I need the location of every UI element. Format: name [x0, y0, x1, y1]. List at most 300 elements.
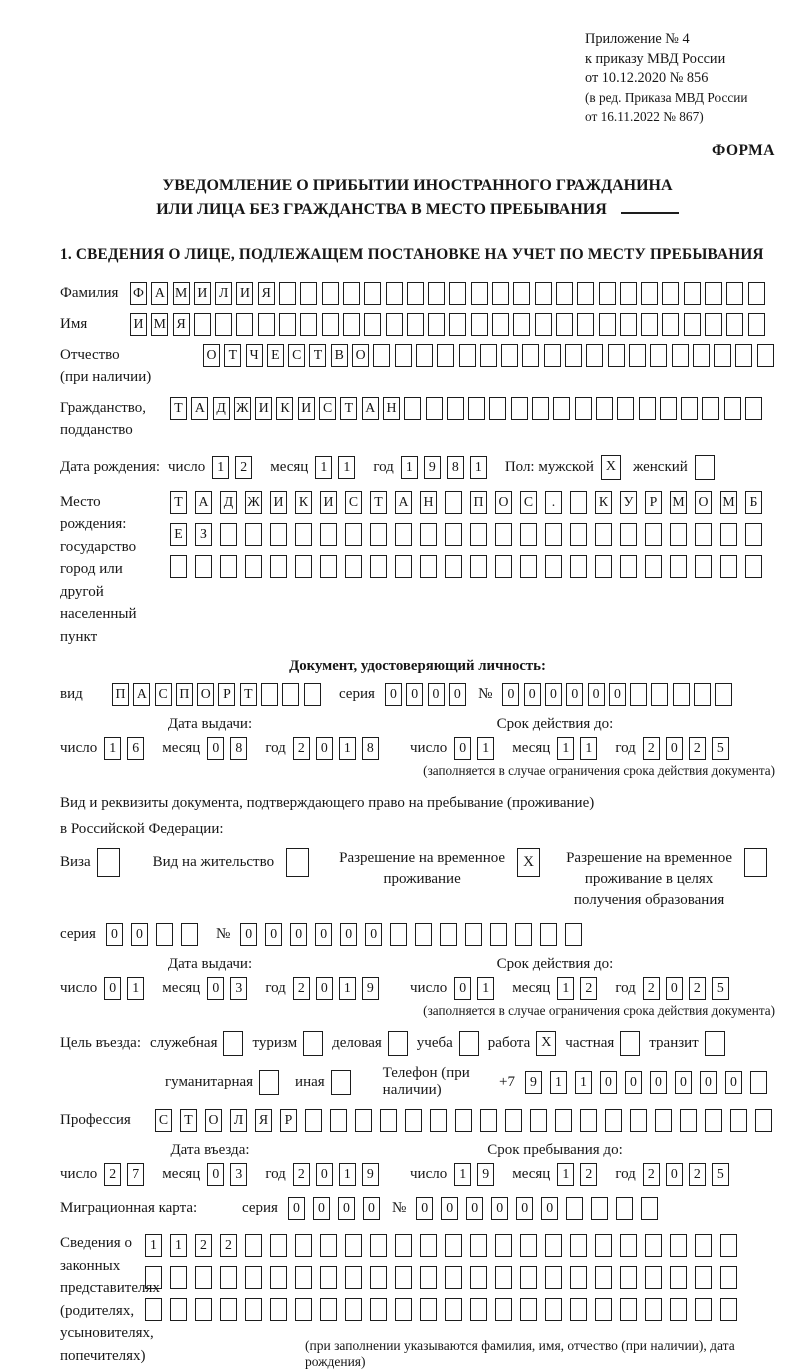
char-box[interactable] — [730, 1109, 747, 1132]
char-box[interactable]: 1 — [145, 1234, 162, 1257]
char-box[interactable] — [395, 1298, 412, 1321]
year-box[interactable]: 5 — [712, 1163, 729, 1186]
char-box[interactable] — [420, 555, 437, 578]
char-box[interactable]: Е — [170, 523, 187, 546]
purpose-study-checkbox[interactable] — [459, 1031, 479, 1056]
char-box[interactable] — [726, 282, 743, 305]
sex-female-checkbox[interactable] — [695, 455, 715, 480]
char-box[interactable] — [261, 683, 278, 706]
char-box[interactable] — [520, 523, 537, 546]
char-box[interactable] — [380, 1109, 397, 1132]
char-box[interactable] — [304, 683, 321, 706]
char-box[interactable]: 0 — [466, 1197, 483, 1220]
year-box[interactable]: 2 — [293, 1163, 310, 1186]
char-box[interactable] — [355, 1109, 372, 1132]
char-box[interactable]: Ч — [246, 344, 263, 367]
char-box[interactable] — [320, 1298, 337, 1321]
char-box[interactable] — [195, 1298, 212, 1321]
char-box[interactable] — [447, 397, 464, 420]
char-box[interactable] — [236, 313, 253, 336]
char-box[interactable] — [490, 923, 507, 946]
char-box[interactable] — [445, 1298, 462, 1321]
char-box[interactable]: Ж — [245, 491, 262, 514]
char-box[interactable] — [492, 313, 509, 336]
char-box[interactable]: Т — [180, 1109, 197, 1132]
month-box[interactable]: 1 — [557, 977, 574, 1000]
char-box[interactable] — [695, 555, 712, 578]
char-box[interactable] — [645, 523, 662, 546]
char-box[interactable]: Н — [383, 397, 400, 420]
year-box[interactable]: 2 — [689, 1163, 706, 1186]
day-box[interactable]: 0 — [454, 977, 471, 1000]
char-box[interactable] — [445, 1234, 462, 1257]
char-box[interactable] — [532, 397, 549, 420]
char-box[interactable] — [570, 1298, 587, 1321]
char-box[interactable] — [620, 313, 637, 336]
day-box[interactable]: 7 — [127, 1163, 144, 1186]
char-box[interactable] — [720, 1266, 737, 1289]
char-box[interactable] — [386, 313, 403, 336]
char-box[interactable] — [220, 1298, 237, 1321]
char-box[interactable] — [672, 344, 689, 367]
char-box[interactable]: 0 — [106, 923, 123, 946]
char-box[interactable]: Т — [224, 344, 241, 367]
char-box[interactable] — [445, 491, 462, 514]
char-box[interactable]: 0 — [441, 1197, 458, 1220]
year-box[interactable]: 0 — [316, 737, 333, 760]
month-box[interactable]: 8 — [230, 737, 247, 760]
char-box[interactable]: С — [319, 397, 336, 420]
char-box[interactable] — [245, 555, 262, 578]
purpose-humanitarian-checkbox[interactable] — [259, 1070, 279, 1095]
char-box[interactable] — [720, 1234, 737, 1257]
day-box[interactable]: 1 — [454, 1163, 471, 1186]
char-box[interactable]: И — [255, 397, 272, 420]
char-box[interactable] — [720, 555, 737, 578]
purpose-official-checkbox[interactable] — [223, 1031, 243, 1056]
char-box[interactable]: 0 — [566, 683, 583, 706]
char-box[interactable] — [715, 683, 732, 706]
char-box[interactable]: О — [695, 491, 712, 514]
char-box[interactable] — [245, 1298, 262, 1321]
char-box[interactable] — [495, 1266, 512, 1289]
char-box[interactable]: 0 — [675, 1071, 692, 1094]
char-box[interactable]: 0 — [625, 1071, 642, 1094]
char-box[interactable]: Р — [280, 1109, 297, 1132]
year-box[interactable]: 1 — [339, 737, 356, 760]
char-box[interactable] — [520, 1234, 537, 1257]
char-box[interactable]: 0 — [650, 1071, 667, 1094]
char-box[interactable] — [470, 555, 487, 578]
day-box[interactable]: 9 — [477, 1163, 494, 1186]
char-box[interactable] — [595, 1298, 612, 1321]
year-box[interactable]: 2 — [293, 977, 310, 1000]
char-box[interactable] — [194, 313, 211, 336]
char-box[interactable]: М — [151, 313, 168, 336]
char-box[interactable]: М — [720, 491, 737, 514]
char-box[interactable] — [420, 1266, 437, 1289]
year-box[interactable]: 0 — [666, 977, 683, 1000]
char-box[interactable] — [520, 555, 537, 578]
char-box[interactable] — [395, 523, 412, 546]
char-box[interactable] — [495, 555, 512, 578]
char-box[interactable] — [492, 282, 509, 305]
char-box[interactable]: 0 — [313, 1197, 330, 1220]
char-box[interactable]: Е — [267, 344, 284, 367]
char-box[interactable] — [748, 313, 765, 336]
year-box[interactable]: 5 — [712, 737, 729, 760]
char-box[interactable] — [616, 1197, 633, 1220]
char-box[interactable]: О — [352, 344, 369, 367]
char-box[interactable] — [651, 683, 668, 706]
char-box[interactable] — [156, 923, 173, 946]
char-box[interactable] — [395, 344, 412, 367]
year-box[interactable]: 1 — [339, 1163, 356, 1186]
char-box[interactable] — [720, 523, 737, 546]
char-box[interactable]: М — [173, 282, 190, 305]
char-box[interactable] — [755, 1109, 772, 1132]
month-box[interactable]: 2 — [580, 1163, 597, 1186]
char-box[interactable]: Д — [213, 397, 230, 420]
year-box[interactable]: 2 — [689, 737, 706, 760]
char-box[interactable] — [345, 1298, 362, 1321]
char-box[interactable] — [245, 1266, 262, 1289]
char-box[interactable] — [570, 1266, 587, 1289]
char-box[interactable] — [395, 555, 412, 578]
char-box[interactable]: 0 — [588, 683, 605, 706]
char-box[interactable] — [670, 1234, 687, 1257]
char-box[interactable] — [645, 555, 662, 578]
char-box[interactable]: Р — [645, 491, 662, 514]
temporary-residence-checkbox[interactable]: X — [517, 848, 540, 877]
char-box[interactable] — [270, 1298, 287, 1321]
year-box[interactable]: 9 — [362, 977, 379, 1000]
purpose-private-checkbox[interactable] — [620, 1031, 640, 1056]
purpose-work-checkbox[interactable]: X — [536, 1031, 556, 1056]
char-box[interactable] — [566, 1197, 583, 1220]
sex-male-checkbox[interactable]: X — [601, 455, 621, 480]
char-box[interactable]: К — [295, 491, 312, 514]
char-box[interactable] — [705, 282, 722, 305]
char-box[interactable] — [330, 1109, 347, 1132]
char-box[interactable] — [470, 1234, 487, 1257]
char-box[interactable] — [745, 523, 762, 546]
char-box[interactable] — [300, 282, 317, 305]
char-box[interactable]: В — [331, 344, 348, 367]
char-box[interactable] — [300, 313, 317, 336]
char-box[interactable] — [565, 923, 582, 946]
char-box[interactable]: И — [298, 397, 315, 420]
char-box[interactable]: 0 — [725, 1071, 742, 1094]
char-box[interactable] — [620, 555, 637, 578]
year-box[interactable]: 0 — [666, 1163, 683, 1186]
char-box[interactable]: 0 — [385, 683, 402, 706]
day-box[interactable]: 0 — [454, 737, 471, 760]
char-box[interactable]: 0 — [545, 683, 562, 706]
char-box[interactable] — [670, 555, 687, 578]
char-box[interactable] — [495, 523, 512, 546]
char-box[interactable] — [540, 923, 557, 946]
char-box[interactable] — [570, 523, 587, 546]
char-box[interactable] — [428, 313, 445, 336]
year-box[interactable]: 1 — [339, 977, 356, 1000]
char-box[interactable] — [620, 1234, 637, 1257]
char-box[interactable] — [629, 344, 646, 367]
char-box[interactable]: И — [320, 491, 337, 514]
char-box[interactable] — [215, 313, 232, 336]
char-box[interactable] — [745, 555, 762, 578]
char-box[interactable] — [390, 923, 407, 946]
char-box[interactable]: 0 — [338, 1197, 355, 1220]
char-box[interactable] — [370, 523, 387, 546]
char-box[interactable] — [545, 555, 562, 578]
char-box[interactable] — [220, 523, 237, 546]
char-box[interactable] — [420, 523, 437, 546]
char-box[interactable] — [660, 397, 677, 420]
char-box[interactable]: С — [288, 344, 305, 367]
year-box[interactable]: 0 — [666, 737, 683, 760]
year-box[interactable]: 2 — [643, 737, 660, 760]
day-box[interactable]: 1 — [104, 737, 121, 760]
char-box[interactable]: А — [395, 491, 412, 514]
char-box[interactable] — [455, 1109, 472, 1132]
char-box[interactable] — [445, 555, 462, 578]
year-box[interactable]: 9 — [424, 456, 441, 479]
month-box[interactable]: 1 — [557, 737, 574, 760]
char-box[interactable]: Т — [170, 397, 187, 420]
visa-checkbox[interactable] — [97, 848, 120, 877]
char-box[interactable] — [570, 491, 587, 514]
char-box[interactable]: И — [236, 282, 253, 305]
purpose-business-checkbox[interactable] — [388, 1031, 408, 1056]
char-box[interactable] — [295, 555, 312, 578]
char-box[interactable] — [404, 397, 421, 420]
char-box[interactable]: 0 — [265, 923, 282, 946]
char-box[interactable] — [471, 313, 488, 336]
year-box[interactable]: 2 — [643, 977, 660, 1000]
char-box[interactable] — [745, 397, 762, 420]
day-box[interactable]: 1 — [212, 456, 229, 479]
char-box[interactable]: 0 — [502, 683, 519, 706]
char-box[interactable] — [555, 1109, 572, 1132]
char-box[interactable] — [662, 282, 679, 305]
char-box[interactable] — [470, 1266, 487, 1289]
char-box[interactable] — [684, 313, 701, 336]
char-box[interactable] — [370, 1234, 387, 1257]
char-box[interactable] — [735, 344, 752, 367]
char-box[interactable] — [645, 1266, 662, 1289]
char-box[interactable]: 0 — [449, 683, 466, 706]
char-box[interactable] — [714, 344, 731, 367]
char-box[interactable] — [577, 282, 594, 305]
char-box[interactable] — [480, 1109, 497, 1132]
char-box[interactable]: Т — [370, 491, 387, 514]
char-box[interactable] — [596, 397, 613, 420]
char-box[interactable]: 2 — [195, 1234, 212, 1257]
char-box[interactable]: С — [520, 491, 537, 514]
char-box[interactable] — [617, 397, 634, 420]
char-box[interactable] — [322, 282, 339, 305]
month-box[interactable]: 1 — [580, 737, 597, 760]
char-box[interactable] — [320, 555, 337, 578]
char-box[interactable]: 0 — [541, 1197, 558, 1220]
char-box[interactable]: Т — [309, 344, 326, 367]
char-box[interactable] — [471, 282, 488, 305]
char-box[interactable] — [595, 523, 612, 546]
char-box[interactable]: 9 — [525, 1071, 542, 1094]
char-box[interactable] — [495, 1298, 512, 1321]
char-box[interactable] — [577, 313, 594, 336]
char-box[interactable] — [459, 344, 476, 367]
month-box[interactable]: 0 — [207, 977, 224, 1000]
char-box[interactable] — [605, 1109, 622, 1132]
char-box[interactable] — [720, 1298, 737, 1321]
char-box[interactable]: 0 — [516, 1197, 533, 1220]
residence-permit-checkbox[interactable] — [286, 848, 309, 877]
char-box[interactable]: П — [176, 683, 193, 706]
char-box[interactable] — [449, 313, 466, 336]
char-box[interactable] — [270, 1266, 287, 1289]
char-box[interactable] — [522, 344, 539, 367]
char-box[interactable] — [364, 282, 381, 305]
char-box[interactable] — [470, 1298, 487, 1321]
char-box[interactable] — [370, 555, 387, 578]
day-box[interactable]: 1 — [477, 737, 494, 760]
char-box[interactable] — [695, 1234, 712, 1257]
char-box[interactable]: О — [203, 344, 220, 367]
char-box[interactable] — [145, 1298, 162, 1321]
purpose-transit-checkbox[interactable] — [705, 1031, 725, 1056]
char-box[interactable] — [695, 1266, 712, 1289]
char-box[interactable]: 1 — [575, 1071, 592, 1094]
char-box[interactable] — [270, 523, 287, 546]
char-box[interactable] — [430, 1109, 447, 1132]
char-box[interactable]: Ф — [130, 282, 147, 305]
char-box[interactable] — [245, 1234, 262, 1257]
char-box[interactable] — [670, 1298, 687, 1321]
char-box[interactable] — [440, 923, 457, 946]
char-box[interactable]: 0 — [416, 1197, 433, 1220]
char-box[interactable]: 0 — [315, 923, 332, 946]
char-box[interactable] — [345, 1234, 362, 1257]
char-box[interactable] — [170, 1266, 187, 1289]
year-box[interactable]: 1 — [470, 456, 487, 479]
char-box[interactable] — [258, 313, 275, 336]
day-box[interactable]: 0 — [104, 977, 121, 1000]
char-box[interactable] — [595, 1234, 612, 1257]
char-box[interactable]: 0 — [290, 923, 307, 946]
char-box[interactable]: 0 — [406, 683, 423, 706]
year-box[interactable]: 0 — [316, 1163, 333, 1186]
char-box[interactable] — [445, 1266, 462, 1289]
char-box[interactable] — [580, 1109, 597, 1132]
year-box[interactable]: 2 — [293, 737, 310, 760]
char-box[interactable] — [570, 1234, 587, 1257]
day-box[interactable]: 6 — [127, 737, 144, 760]
char-box[interactable] — [449, 282, 466, 305]
char-box[interactable]: 0 — [363, 1197, 380, 1220]
char-box[interactable] — [295, 1266, 312, 1289]
char-box[interactable]: 0 — [700, 1071, 717, 1094]
char-box[interactable] — [295, 1234, 312, 1257]
char-box[interactable]: Т — [240, 683, 257, 706]
char-box[interactable]: У — [620, 491, 637, 514]
char-box[interactable]: З — [195, 523, 212, 546]
char-box[interactable] — [513, 313, 530, 336]
char-box[interactable] — [345, 555, 362, 578]
char-box[interactable]: 0 — [340, 923, 357, 946]
char-box[interactable] — [320, 1234, 337, 1257]
char-box[interactable] — [681, 397, 698, 420]
char-box[interactable] — [544, 344, 561, 367]
char-box[interactable]: 0 — [428, 683, 445, 706]
char-box[interactable] — [195, 555, 212, 578]
char-box[interactable] — [695, 523, 712, 546]
char-box[interactable] — [748, 282, 765, 305]
char-box[interactable]: Я — [255, 1109, 272, 1132]
char-box[interactable]: 0 — [288, 1197, 305, 1220]
char-box[interactable] — [595, 1266, 612, 1289]
char-box[interactable] — [511, 397, 528, 420]
char-box[interactable] — [565, 344, 582, 367]
char-box[interactable] — [305, 1109, 322, 1132]
char-box[interactable] — [343, 313, 360, 336]
char-box[interactable]: 0 — [131, 923, 148, 946]
char-box[interactable] — [650, 344, 667, 367]
char-box[interactable] — [515, 923, 532, 946]
char-box[interactable] — [620, 1298, 637, 1321]
char-box[interactable] — [415, 923, 432, 946]
char-box[interactable] — [386, 282, 403, 305]
day-box[interactable]: 2 — [104, 1163, 121, 1186]
day-box[interactable]: 2 — [235, 456, 252, 479]
char-box[interactable] — [279, 313, 296, 336]
char-box[interactable] — [655, 1109, 672, 1132]
char-box[interactable] — [220, 1266, 237, 1289]
education-residence-checkbox[interactable] — [744, 848, 767, 877]
char-box[interactable] — [495, 1234, 512, 1257]
month-box[interactable]: 1 — [315, 456, 332, 479]
char-box[interactable]: Д — [220, 491, 237, 514]
char-box[interactable]: И — [194, 282, 211, 305]
char-box[interactable] — [282, 683, 299, 706]
char-box[interactable]: А — [133, 683, 150, 706]
char-box[interactable] — [680, 1109, 697, 1132]
char-box[interactable] — [553, 397, 570, 420]
char-box[interactable] — [220, 555, 237, 578]
char-box[interactable]: 0 — [609, 683, 626, 706]
char-box[interactable] — [245, 523, 262, 546]
char-box[interactable]: Ж — [234, 397, 251, 420]
year-box[interactable]: 8 — [447, 456, 464, 479]
char-box[interactable] — [295, 1298, 312, 1321]
char-box[interactable] — [370, 1266, 387, 1289]
char-box[interactable] — [724, 397, 741, 420]
char-box[interactable] — [670, 523, 687, 546]
char-box[interactable] — [364, 313, 381, 336]
char-box[interactable]: Я — [258, 282, 275, 305]
purpose-other-checkbox[interactable] — [331, 1070, 351, 1095]
year-box[interactable]: 2 — [689, 977, 706, 1000]
year-box[interactable]: 0 — [316, 977, 333, 1000]
char-box[interactable] — [575, 397, 592, 420]
char-box[interactable]: И — [130, 313, 147, 336]
char-box[interactable] — [693, 344, 710, 367]
month-box[interactable]: 1 — [338, 456, 355, 479]
char-box[interactable]: 0 — [491, 1197, 508, 1220]
char-box[interactable]: С — [155, 1109, 172, 1132]
char-box[interactable] — [322, 313, 339, 336]
